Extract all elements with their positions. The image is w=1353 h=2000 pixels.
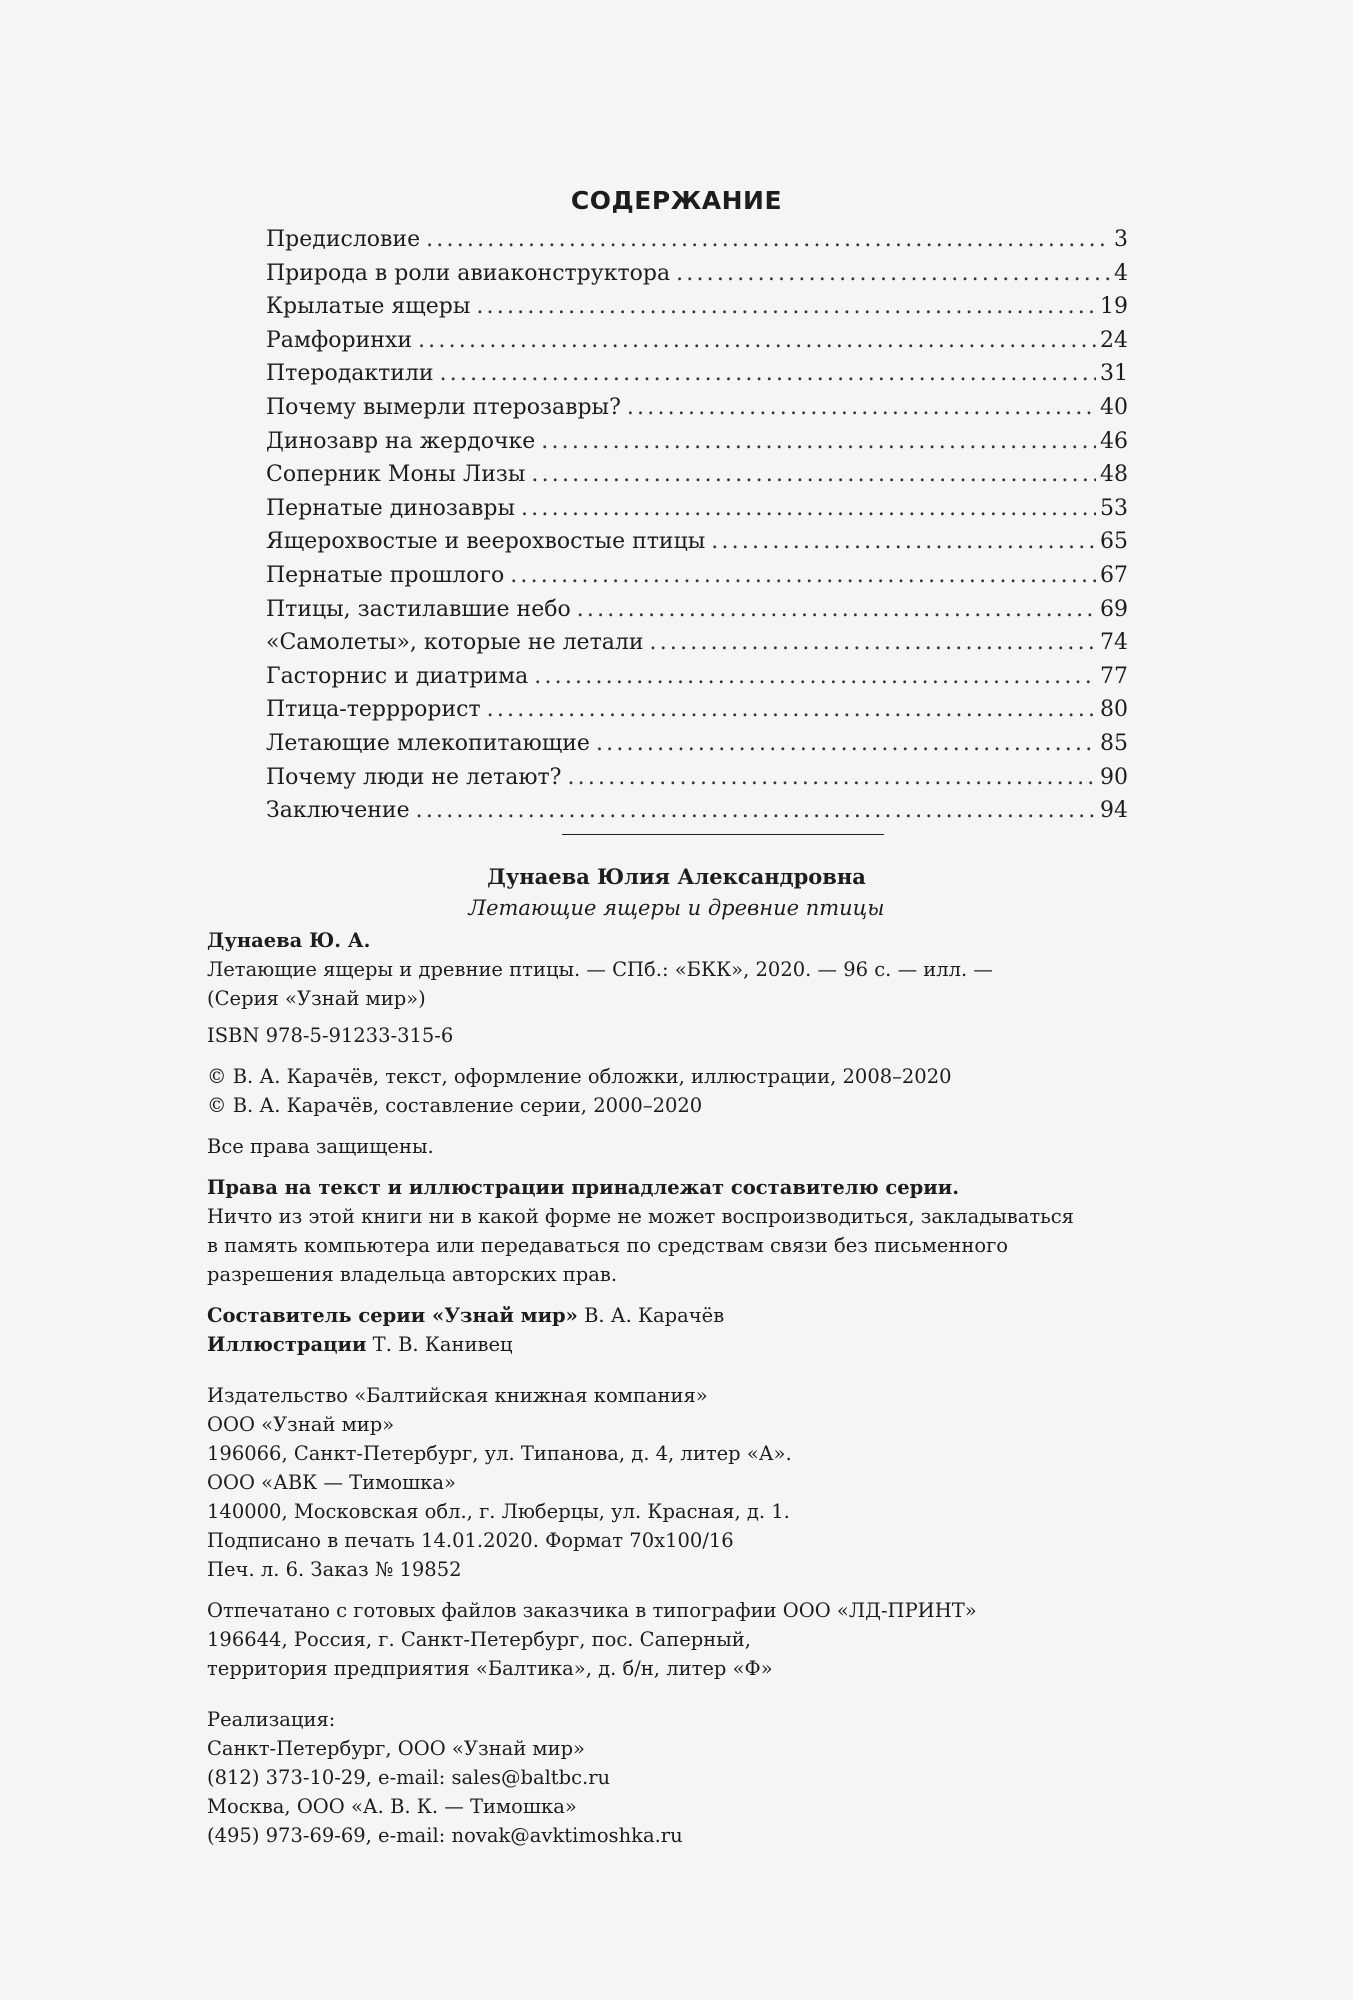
toc-entry (266, 525, 1128, 559)
toc-entry-page: 40 (1100, 394, 1128, 420)
compiler-name: В. А. Карачёв (577, 1304, 725, 1327)
compiler-line (207, 1301, 1227, 1330)
toc-entry-label: Крылатые ящеры (266, 294, 471, 320)
toc-entry-page: 74 (1100, 630, 1128, 656)
toc-entry (266, 559, 1128, 593)
sales-title: Реализация: (207, 1708, 336, 1731)
toc-entry (266, 492, 1128, 526)
toc-title: СОДЕРЖАНИЕ (570, 186, 783, 215)
toc-entry (266, 794, 1128, 828)
toc-leader-dots (487, 693, 1096, 727)
toc-entry-label: Природа в роли авиаконструктора (266, 260, 671, 286)
toc-entry-label: Пернатые прошлого (266, 562, 505, 588)
rights-text-line-3: разрешения владельца авторских прав. (207, 1263, 618, 1286)
toc-entry-label: Летающие млекопитающие (266, 730, 590, 756)
toc-entry (266, 693, 1128, 727)
toc-entry-page: 65 (1100, 529, 1128, 555)
rights-reserved: Все права защищены. (207, 1135, 434, 1158)
toc-entry-label: Птицы, застилавшие небо (266, 596, 571, 622)
imprint-biblio-line: Летающие ящеры и древние птицы. — СПб.: «БКК», 2020. — 96 с. — илл. — (207, 958, 993, 981)
imprint-author: Дунаева Ю. А. (207, 929, 371, 952)
toc-entry-page: 90 (1100, 764, 1128, 790)
toc-entry-page: 85 (1100, 730, 1128, 756)
toc-entry-page: 19 (1100, 294, 1128, 320)
toc-entry-label: Динозавр на жердочке (266, 428, 536, 454)
toc-entry (266, 761, 1128, 795)
printed-line-3: территория предприятия «Балтика», д. б/н, литер «Ф» (207, 1657, 773, 1680)
order-line: Печ. л. 6. Заказ № 19852 (207, 1558, 462, 1581)
illustrations-line (207, 1330, 1227, 1359)
toc-leader-dots (676, 257, 1110, 291)
toc-entry-page: 24 (1100, 327, 1128, 353)
toc-entry-label: Гасторнис и диатрима (266, 663, 529, 689)
toc-entry-label: Ящерохвостые и веерохвостые птицы (266, 529, 706, 555)
toc-entry (266, 257, 1128, 291)
toc-entry-page: 53 (1100, 495, 1128, 521)
toc-entry-label: «Самолеты», которые не летали (266, 630, 644, 656)
toc-leader-dots (418, 324, 1096, 358)
table-of-contents (266, 223, 1128, 828)
rights-text-line-1: Ничто из этой книги ни в какой форме не может воспроизводиться, закладываться (207, 1205, 1074, 1228)
toc-entry-page: 94 (1100, 798, 1128, 824)
toc-entry-page: 31 (1100, 361, 1128, 387)
toc-entry-label: Предисловие (266, 227, 421, 252)
toc-leader-dots (577, 593, 1096, 627)
illustrations-name: Т. В. Канивец (366, 1333, 513, 1356)
book-title: Летающие ящеры и древние птицы (468, 896, 885, 920)
publisher-line-4: ООО «АВК — Тимошка» (207, 1471, 456, 1494)
toc-leader-dots (531, 458, 1096, 492)
toc-leader-dots (521, 492, 1096, 526)
toc-entry-label: Заключение (266, 798, 410, 824)
toc-entry-page: 80 (1100, 697, 1128, 723)
imprint-series-line: (Серия «Узнай мир») (207, 987, 426, 1010)
toc-entry (266, 425, 1128, 459)
toc-leader-dots (440, 357, 1096, 391)
book-author: Дунаева Юлия Александровна (487, 864, 866, 889)
compiler-label: Составитель серии «Узнай мир» (207, 1304, 578, 1327)
toc-leader-dots (534, 660, 1096, 694)
toc-leader-dots (416, 794, 1096, 828)
toc-entry-label: Птица-терррорист (266, 697, 481, 723)
toc-entry (266, 727, 1128, 761)
rights-owner: Права на текст и иллюстрации принадлежат составителю серии. (207, 1176, 959, 1199)
publisher-line-2: ООО «Узнай мир» (207, 1413, 395, 1436)
toc-entry (266, 458, 1128, 492)
toc-entry-label: Рамфоринхи (266, 327, 412, 353)
toc-leader-dots (711, 525, 1096, 559)
toc-entry-page: 4 (1114, 260, 1128, 286)
toc-entry (266, 593, 1128, 627)
toc-leader-dots (476, 290, 1096, 324)
toc-entry (266, 660, 1128, 694)
toc-entry-label: Почему люди не летают? (266, 764, 562, 790)
toc-leader-dots (596, 727, 1096, 761)
copyright-line-1: © В. А. Карачёв, текст, оформление обложки, иллюстрации, 2008–2020 (207, 1065, 952, 1088)
publisher-line-3: 196066, Санкт-Петербург, ул. Типанова, д. 4, литер «А». (207, 1442, 792, 1465)
illustrations-label: Иллюстрации (207, 1333, 367, 1356)
sales-line-4: (495) 973-69-69, e-mail: novak@avktimoshka.ru (207, 1824, 683, 1847)
divider-rule (562, 834, 884, 835)
sales-line-2: (812) 373-10-29, e-mail: sales@baltbc.ru (207, 1766, 611, 1789)
toc-entry (266, 324, 1128, 358)
toc-leader-dots (541, 425, 1096, 459)
toc-leader-dots (510, 559, 1096, 593)
copyright-line-2: © В. А. Карачёв, составление серии, 2000–2020 (207, 1094, 703, 1117)
toc-leader-dots (426, 223, 1110, 257)
toc-leader-dots (567, 761, 1096, 795)
toc-entry (266, 223, 1128, 257)
signed-line: Подписано в печать 14.01.2020. Формат 70х100/16 (207, 1529, 734, 1552)
toc-entry-label: Пернатые динозавры (266, 495, 515, 521)
toc-entry-page: 3 (1114, 227, 1128, 252)
toc-entry (266, 290, 1128, 324)
toc-entry-page: 77 (1100, 663, 1128, 689)
toc-entry-page: 69 (1100, 596, 1128, 622)
toc-leader-dots (627, 391, 1096, 425)
sales-line-1: Санкт-Петербург, ООО «Узнай мир» (207, 1737, 585, 1760)
toc-entry-label: Птеродактили (266, 361, 434, 387)
rights-text-line-2: в память компьютера или передаваться по средствам связи без письменного (207, 1234, 1009, 1257)
toc-entry-page: 46 (1100, 428, 1128, 454)
sales-line-3: Москва, ООО «А. В. К. — Тимошка» (207, 1795, 577, 1818)
toc-entry-label: Почему вымерли птерозавры? (266, 394, 621, 420)
toc-entry-page: 67 (1100, 562, 1128, 588)
printed-line-1: Отпечатано с готовых файлов заказчика в типографии ООО «ЛД-ПРИНТ» (207, 1599, 977, 1622)
toc-entry (266, 626, 1128, 660)
toc-entry-label: Соперник Моны Лизы (266, 462, 526, 488)
publisher-line-5: 140000, Московская обл., г. Люберцы, ул. Красная, д. 1. (207, 1500, 790, 1523)
imprint-isbn: ISBN 978-5-91233-315-6 (207, 1024, 454, 1047)
printed-line-2: 196644, Россия, г. Санкт-Петербург, пос. Саперный, (207, 1628, 751, 1651)
toc-leader-dots (650, 626, 1096, 660)
publisher-line-1: Издательство «Балтийская книжная компания» (207, 1384, 708, 1407)
toc-entry (266, 357, 1128, 391)
toc-entry (266, 391, 1128, 425)
imprint-block (207, 926, 1227, 1850)
toc-entry-page: 48 (1100, 462, 1128, 488)
